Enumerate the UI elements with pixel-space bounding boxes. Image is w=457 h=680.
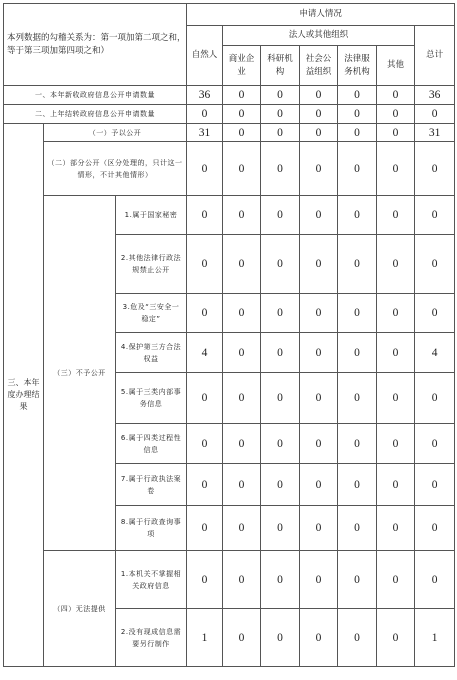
applicant-status-header: 申请人情况 — [187, 4, 455, 26]
cell-value: 0 — [338, 333, 377, 373]
cell-value: 4 — [415, 333, 455, 373]
row-label: 1.属于国家秘密 — [116, 196, 187, 235]
cell-value: 0 — [338, 196, 377, 235]
cell-value: 0 — [261, 142, 300, 196]
cell-value: 36 — [187, 86, 223, 105]
section3-label: 三、本年度办理结果 — [4, 124, 44, 667]
cell-value: 36 — [415, 86, 455, 105]
cell-value: 1 — [187, 609, 223, 667]
cell-value: 0 — [223, 235, 261, 294]
cell-value: 0 — [377, 464, 415, 506]
cell-value: 0 — [187, 235, 223, 294]
table-row — [4, 196, 455, 235]
col-public-welfare: 社会公益组织 — [300, 46, 338, 86]
cell-value: 0 — [377, 506, 415, 551]
cell-value: 0 — [261, 196, 300, 235]
row-label: （一）予以公开 — [44, 124, 187, 142]
cell-value: 0 — [223, 464, 261, 506]
s3-label: （三）不予公开 — [44, 196, 116, 551]
cell-value: 0 — [223, 609, 261, 667]
cell-value: 0 — [377, 196, 415, 235]
cell-value: 0 — [377, 424, 415, 464]
cell-value: 0 — [187, 464, 223, 506]
cell-value: 0 — [261, 124, 300, 142]
row-label: 2.没有现成信息需要另行制作 — [116, 609, 187, 667]
cell-value: 0 — [338, 464, 377, 506]
cell-value: 0 — [223, 196, 261, 235]
s4-label: （四）无法提供 — [44, 551, 116, 667]
cell-value: 0 — [415, 235, 455, 294]
cell-value: 0 — [187, 196, 223, 235]
row-label: （二）部分公开（区分处理的，只计这一情形，不计其他情形） — [44, 142, 187, 196]
cell-value: 0 — [187, 105, 223, 124]
cell-value: 4 — [187, 333, 223, 373]
row-label: 3.危及“三安全一稳定” — [116, 294, 187, 333]
cell-value: 1 — [415, 609, 455, 667]
col-total: 总计 — [415, 26, 455, 86]
cell-value: 0 — [377, 373, 415, 424]
cell-value: 0 — [377, 294, 415, 333]
cell-value: 0 — [415, 424, 455, 464]
cell-value: 0 — [415, 506, 455, 551]
cell-value: 0 — [377, 142, 415, 196]
row-label: 7.属于行政执法案卷 — [116, 464, 187, 506]
cell-value: 0 — [377, 333, 415, 373]
col-research: 科研机构 — [261, 46, 300, 86]
cell-value: 31 — [415, 124, 455, 142]
legal-other-header: 法人或其他组织 — [223, 26, 415, 46]
cell-value: 0 — [261, 86, 300, 105]
cell-value: 0 — [338, 105, 377, 124]
cell-value: 0 — [377, 86, 415, 105]
table-row — [4, 86, 455, 105]
row-label: 6.属于四类过程性信息 — [116, 424, 187, 464]
cell-value: 0 — [261, 424, 300, 464]
cell-value: 0 — [415, 105, 455, 124]
cell-value: 0 — [415, 551, 455, 609]
cell-value: 0 — [261, 373, 300, 424]
cell-value: 0 — [300, 235, 338, 294]
table-row — [4, 124, 455, 142]
table-row — [4, 105, 455, 124]
row-label: 1.本机关不掌握相关政府信息 — [116, 551, 187, 609]
cell-value: 0 — [223, 333, 261, 373]
cell-value: 0 — [223, 105, 261, 124]
cell-value: 0 — [300, 506, 338, 551]
row-label: 8.属于行政查询事项 — [116, 506, 187, 551]
cell-value: 0 — [261, 609, 300, 667]
col-business: 商业企业 — [223, 46, 261, 86]
cell-value: 0 — [338, 506, 377, 551]
header-note: 本列数据的勾稽关系为：第一项加第二项之和，等于第三项加第四项之和） — [4, 4, 187, 86]
cell-value: 0 — [300, 373, 338, 424]
cell-value: 0 — [338, 124, 377, 142]
cell-value: 0 — [261, 551, 300, 609]
disclosure-statistics-table — [3, 3, 455, 667]
cell-value: 0 — [377, 609, 415, 667]
table-row — [4, 551, 455, 609]
cell-value: 0 — [300, 294, 338, 333]
cell-value: 0 — [415, 464, 455, 506]
cell-value: 0 — [338, 424, 377, 464]
cell-value: 0 — [377, 551, 415, 609]
cell-value: 0 — [187, 142, 223, 196]
cell-value: 0 — [261, 464, 300, 506]
cell-value: 0 — [187, 424, 223, 464]
cell-value: 0 — [223, 373, 261, 424]
cell-value: 0 — [261, 506, 300, 551]
cell-value: 0 — [300, 124, 338, 142]
cell-value: 31 — [187, 124, 223, 142]
row-label: 4.保护第三方合法权益 — [116, 333, 187, 373]
cell-value: 0 — [261, 294, 300, 333]
cell-value: 0 — [300, 551, 338, 609]
cell-value: 0 — [300, 142, 338, 196]
cell-value: 0 — [338, 294, 377, 333]
row-label: 二、上年结转政府信息公开申请数量 — [4, 105, 187, 124]
cell-value: 0 — [300, 609, 338, 667]
row-label: 5.属于三类内部事务信息 — [116, 373, 187, 424]
col-natural-person: 自然人 — [187, 26, 223, 86]
cell-value: 0 — [338, 235, 377, 294]
cell-value: 0 — [300, 464, 338, 506]
cell-value: 0 — [377, 235, 415, 294]
cell-value: 0 — [223, 124, 261, 142]
cell-value: 0 — [415, 373, 455, 424]
cell-value: 0 — [377, 124, 415, 142]
cell-value: 0 — [223, 86, 261, 105]
cell-value: 0 — [415, 196, 455, 235]
cell-value: 0 — [187, 506, 223, 551]
col-legal-service: 法律服务机构 — [338, 46, 377, 86]
cell-value: 0 — [415, 142, 455, 196]
cell-value: 0 — [261, 105, 300, 124]
table-row — [4, 142, 455, 196]
cell-value: 0 — [377, 105, 415, 124]
cell-value: 0 — [223, 506, 261, 551]
cell-value: 0 — [300, 424, 338, 464]
cell-value: 0 — [223, 424, 261, 464]
cell-value: 0 — [300, 86, 338, 105]
cell-value: 0 — [187, 551, 223, 609]
cell-value: 0 — [338, 86, 377, 105]
cell-value: 0 — [261, 235, 300, 294]
cell-value: 0 — [187, 373, 223, 424]
row-label: 2.其他法律行政法规禁止公开 — [116, 235, 187, 294]
cell-value: 0 — [338, 551, 377, 609]
cell-value: 0 — [415, 294, 455, 333]
cell-value: 0 — [223, 551, 261, 609]
cell-value: 0 — [187, 294, 223, 333]
cell-value: 0 — [223, 142, 261, 196]
cell-value: 0 — [338, 609, 377, 667]
col-other: 其他 — [377, 46, 415, 86]
row-label: 一、本年新收政府信息公开申请数量 — [4, 86, 187, 105]
cell-value: 0 — [300, 105, 338, 124]
cell-value: 0 — [300, 333, 338, 373]
cell-value: 0 — [338, 373, 377, 424]
cell-value: 0 — [223, 294, 261, 333]
cell-value: 0 — [261, 333, 300, 373]
cell-value: 0 — [300, 196, 338, 235]
cell-value: 0 — [338, 142, 377, 196]
